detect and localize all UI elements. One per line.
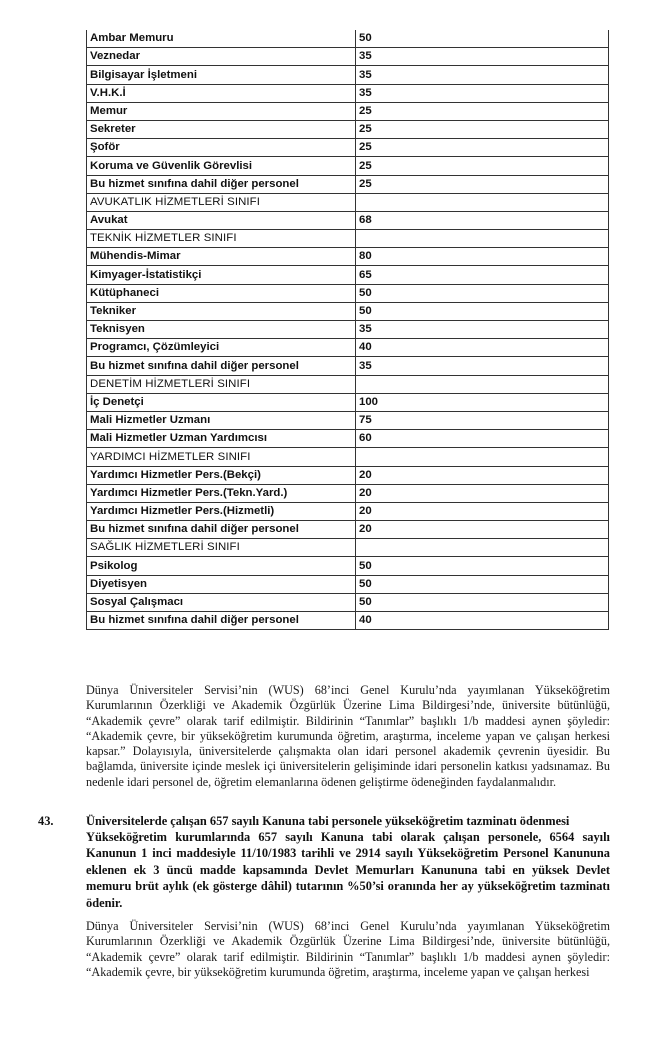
rate-value: 35 — [356, 321, 609, 339]
rate-value: 20 — [356, 502, 609, 520]
table-row — [87, 593, 609, 611]
rate-value: 68 — [356, 211, 609, 229]
table-row — [87, 48, 609, 66]
rate-value: 50 — [356, 593, 609, 611]
position-title: İç Denetçi — [87, 393, 356, 411]
position-title: Yardımcı Hizmetler Pers.(Bekçi) — [87, 466, 356, 484]
table-row — [87, 521, 609, 539]
table-row — [87, 211, 609, 229]
compensation-table-body — [87, 30, 609, 630]
table-row — [87, 339, 609, 357]
rate-value: 20 — [356, 521, 609, 539]
position-title: Koruma ve Güvenlik Görevlisi — [87, 157, 356, 175]
rate-value: 35 — [356, 48, 609, 66]
position-title: Bu hizmet sınıfına dahil diğer personel — [87, 521, 356, 539]
rate-value: 50 — [356, 30, 609, 48]
position-title: Kütüphaneci — [87, 284, 356, 302]
table-row — [87, 393, 609, 411]
rate-value — [356, 375, 609, 393]
rate-value: 80 — [356, 248, 609, 266]
rate-value: 25 — [356, 157, 609, 175]
rate-value: 65 — [356, 266, 609, 284]
position-title: Avukat — [87, 211, 356, 229]
section-header-row — [87, 448, 609, 466]
service-class-title: TEKNİK HİZMETLER SINIFI — [87, 230, 356, 248]
rate-value: 35 — [356, 84, 609, 102]
section-body: Yükseköğretim kurumlarında 657 sayılı Kanuna tabi olarak çalışan personele, 6564 sayılı Kanunun 1 inci maddesiyle 11/10/1983 tarihli ve 2914 sayılı Yükseköğretim Personel Kanununa eklenen ek 3 üncü madde kapsamında Devlet Memurları Kanununa tabi en yüksek Devlet memuru brüt aylık (ek gösterge dâhil) tutarının %50’si oranında her ay yükseköğretim tazminatı ödenir. — [86, 830, 610, 910]
rate-value: 50 — [356, 302, 609, 320]
position-title: Mali Hizmetler Uzmanı — [87, 411, 356, 429]
section-number: 43. — [38, 814, 54, 828]
service-class-title: SAĞLIK HİZMETLERİ SINIFI — [87, 539, 356, 557]
rate-value — [356, 539, 609, 557]
rate-value: 50 — [356, 557, 609, 575]
rate-value: 35 — [356, 357, 609, 375]
position-title: Bu hizmet sınıfına dahil diğer personel — [87, 612, 356, 630]
section-header-row — [87, 230, 609, 248]
table-row — [87, 575, 609, 593]
position-title: Sosyal Çalışmacı — [87, 593, 356, 611]
position-title: Bu hizmet sınıfına dahil diğer personel — [87, 357, 356, 375]
rate-value: 40 — [356, 339, 609, 357]
table-row — [87, 430, 609, 448]
position-title: Bilgisayar İşletmeni — [87, 66, 356, 84]
table-row — [87, 102, 609, 120]
service-class-title: DENETİM HİZMETLERİ SINIFI — [87, 375, 356, 393]
rate-value: 20 — [356, 484, 609, 502]
rate-value: 35 — [356, 66, 609, 84]
service-class-title: YARDIMCI HİZMETLER SINIFI — [87, 448, 356, 466]
rate-value — [356, 230, 609, 248]
section-header-row — [87, 375, 609, 393]
position-title: Şoför — [87, 139, 356, 157]
position-title: Mühendis-Mimar — [87, 248, 356, 266]
position-title: Sekreter — [87, 120, 356, 138]
table-row — [87, 266, 609, 284]
position-title: Psikolog — [87, 557, 356, 575]
position-title: V.H.K.İ — [87, 84, 356, 102]
table-row — [87, 284, 609, 302]
table-row — [87, 84, 609, 102]
table-row — [87, 466, 609, 484]
table-row — [87, 502, 609, 520]
table-row — [87, 357, 609, 375]
table-row — [87, 612, 609, 630]
table-row — [87, 30, 609, 48]
rate-value: 40 — [356, 612, 609, 630]
position-title: Bu hizmet sınıfına dahil diğer personel — [87, 175, 356, 193]
rate-value: 50 — [356, 575, 609, 593]
position-title: Kimyager-İstatistikçi — [87, 266, 356, 284]
table-row — [87, 175, 609, 193]
table-row — [87, 139, 609, 157]
service-class-title: AVUKATLIK HİZMETLERİ SINIFI — [87, 193, 356, 211]
table-row — [87, 157, 609, 175]
position-title: Ambar Memuru — [87, 30, 356, 48]
rate-value: 25 — [356, 102, 609, 120]
position-title: Tekniker — [87, 302, 356, 320]
rate-value: 20 — [356, 466, 609, 484]
table-row — [87, 66, 609, 84]
rate-value: 25 — [356, 139, 609, 157]
position-title: Memur — [87, 102, 356, 120]
position-title: Mali Hizmetler Uzman Yardımcısı — [87, 430, 356, 448]
position-title: Yardımcı Hizmetler Pers.(Tekn.Yard.) — [87, 484, 356, 502]
section-heading: Üniversitelerde çalışan 657 sayılı Kanuna tabi personele yükseköğretim tazminatı ödenmesi — [86, 814, 570, 828]
table-row — [87, 484, 609, 502]
compensation-table — [86, 30, 609, 630]
rate-value — [356, 193, 609, 211]
rate-value: 25 — [356, 175, 609, 193]
position-title: Diyetisyen — [87, 575, 356, 593]
section-header-row — [87, 193, 609, 211]
table-row — [87, 321, 609, 339]
position-title: Yardımcı Hizmetler Pers.(Hizmetli) — [87, 502, 356, 520]
paragraph-wus-lima-declaration: Dünya Üniversiteler Servisi’nin (WUS) 68’inci Genel Kurulu’nda yayımlanan Yükseköğretim Kurumlarının Özerkliği ve Akademik Özgürlük Üzerine Lima Bildirgesi’nde, üniversite bütünlüğü, “Akademik çevre” olarak tarif edilmiştir. Bildirinin “Tanımlar” başlıklı 1/b maddesi aynen şöyledir: “Akademik çevre, bir yükseköğretim kurumunda öğretim, araştırma, inceleme yapan ve çalışan herkesi kapsar.” Dolayısıyla, üniversitelerde çalışmakta olan idari personel akademik çevrenin üyesidir. Bu bağlamda, üniversite içinde meslek içi üniversitelerin gelişiminde idari personelin katkısı yadsınamaz. Bu nedenle idari personel de, öğretim elemanlarına ödenen geliştirme ödeneğinden faydalanmalıdır. — [86, 683, 610, 789]
table-row — [87, 120, 609, 138]
rate-value: 100 — [356, 393, 609, 411]
table-row — [87, 302, 609, 320]
position-title: Programcı, Çözümleyici — [87, 339, 356, 357]
rate-value: 75 — [356, 411, 609, 429]
position-title: Teknisyen — [87, 321, 356, 339]
section-header-row — [87, 539, 609, 557]
rate-value: 25 — [356, 120, 609, 138]
table-row — [87, 248, 609, 266]
table-row — [87, 557, 609, 575]
rate-value: 50 — [356, 284, 609, 302]
rate-value — [356, 448, 609, 466]
position-title: Veznedar — [87, 48, 356, 66]
table-row — [87, 411, 609, 429]
paragraph-wus-lima-declaration-repeat: Dünya Üniversiteler Servisi’nin (WUS) 68’inci Genel Kurulu’nda yayımlanan Yükseköğretim Kurumlarının Özerkliği ve Akademik Özgürlük Üzerine Lima Bildirgesi’nde, üniversite bütünlüğü, “Akademik çevre” olarak tarif edilmiştir. Bildirinin “Tanımlar” başlıklı 1/b maddesi aynen şöyledir: “Akademik çevre, bir yükseköğretim kurumunda öğretim, araştırma, inceleme yapan ve çalışan herkesi — [86, 919, 610, 979]
rate-value: 60 — [356, 430, 609, 448]
